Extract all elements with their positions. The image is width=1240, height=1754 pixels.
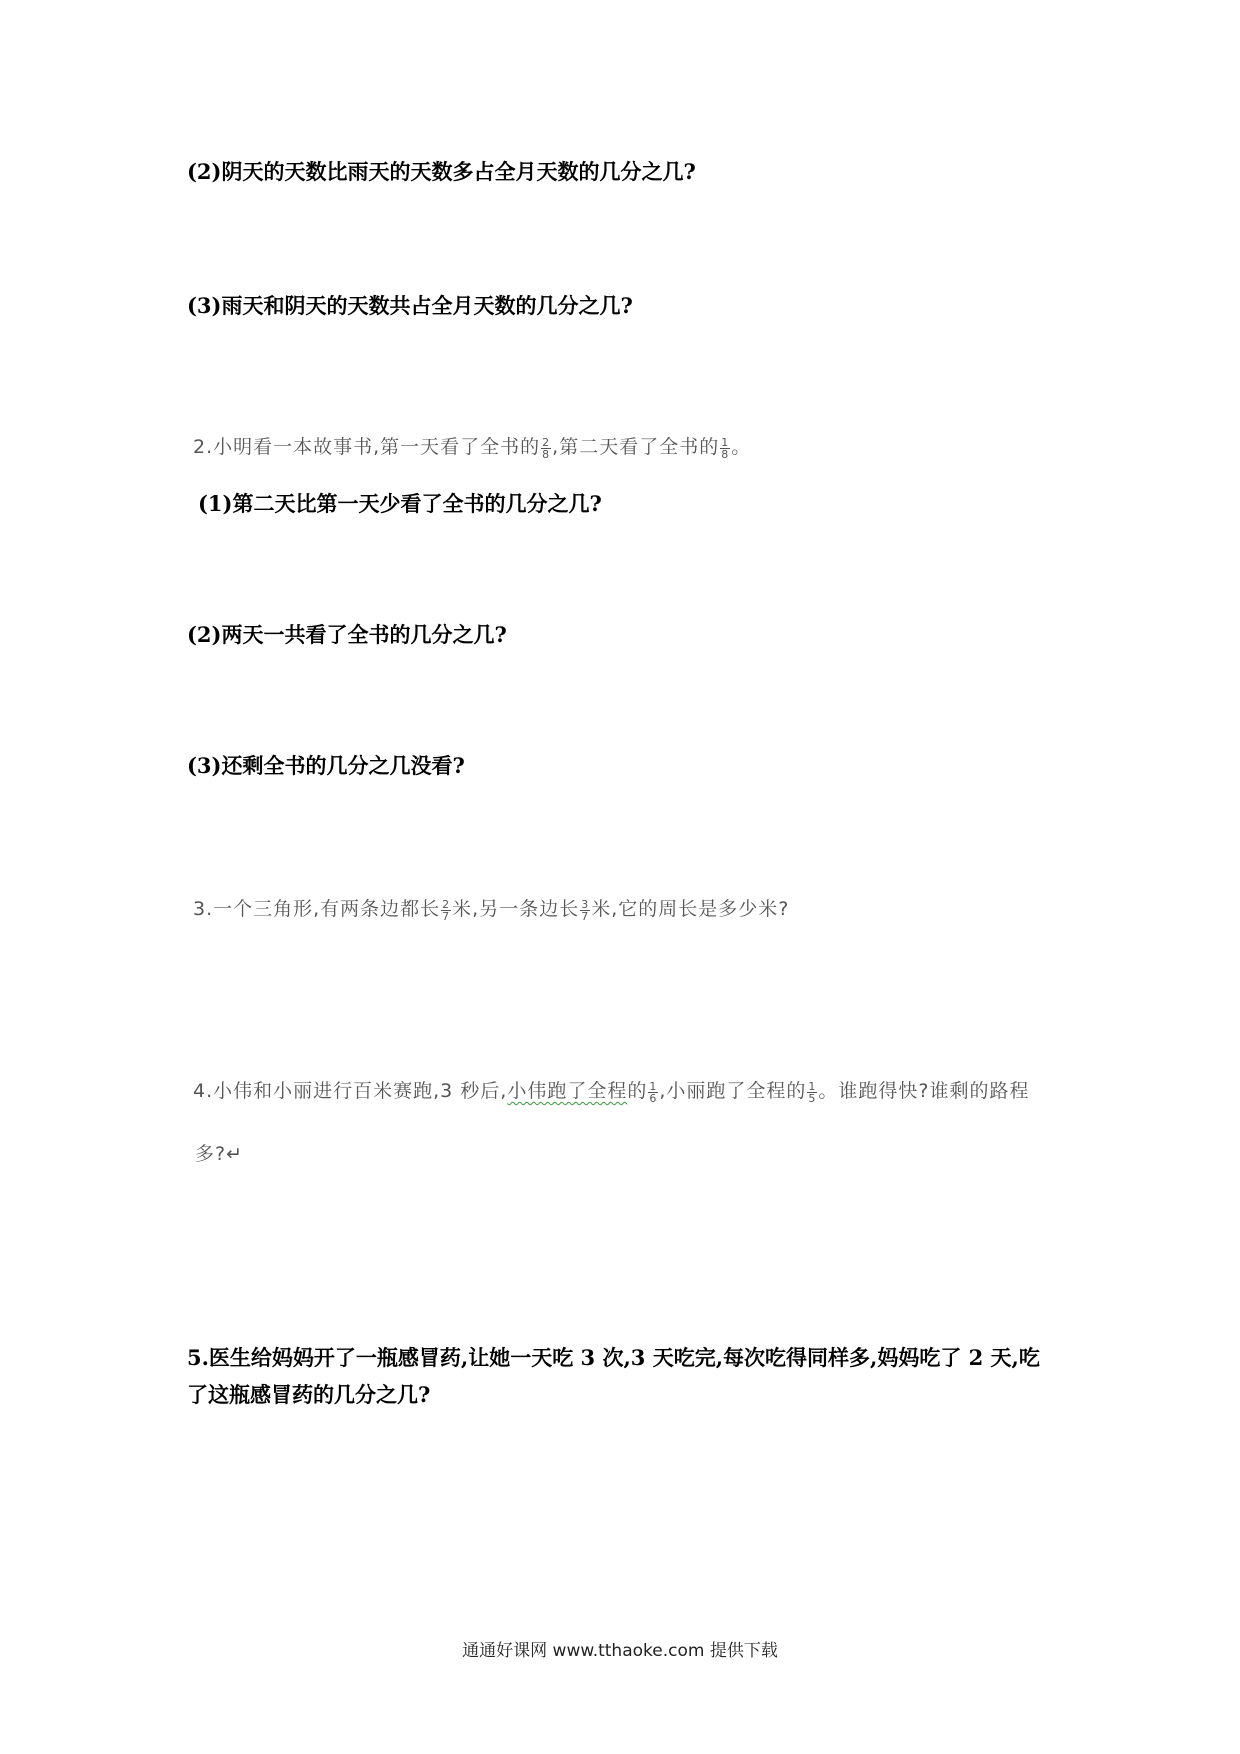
q2-part2: (2)两天一共看了全书的几分之几?	[187, 622, 507, 647]
q3-stem-text-c: 米,它的周长是多少米?	[591, 898, 790, 920]
q2-fraction-2-denominator: 8	[721, 448, 730, 461]
q4-stem-text-d: 。谁跑得快?谁剩的路程	[818, 1080, 1030, 1102]
q4-stem-text-b: 的	[627, 1080, 648, 1102]
q3-stem-text-a: 3.一个三角形,有两条边都长	[193, 898, 441, 920]
q3-fraction-2-denominator: 7	[581, 910, 590, 923]
q2-part3: (3)还剩全书的几分之几没看?	[187, 753, 465, 778]
q5-line1: 5.医生给妈妈开了一瓶感冒药,让她一天吃 3 次,3 天吃完,每次吃得同样多,妈妈吃了 2 天,吃	[187, 1345, 1040, 1370]
q2-stem-text-a: 2.小明看一本故事书,第一天看了全书的	[193, 436, 541, 458]
q4-fraction-2-numerator: 1	[808, 1080, 817, 1093]
q2-part1: (1)第二天比第一天少看了全书的几分之几?	[198, 491, 602, 516]
q2-fraction-2	[720, 437, 730, 460]
q4-stem-line2: 多?↵	[195, 1143, 244, 1165]
q2-fraction-2-numerator: 1	[721, 436, 730, 449]
q4-fraction-2	[807, 1081, 817, 1104]
q4-fraction-1-denominator: 6	[649, 1092, 658, 1105]
q4-stem-text-c: ,小丽跑了全程的	[659, 1080, 807, 1102]
q3-stem-text-b: 米,另一条边长	[452, 898, 580, 920]
q4-stem-text-a: 4.小伟和小丽进行百米赛跑,3 秒后,	[193, 1080, 508, 1102]
q3-fraction-1	[441, 899, 451, 922]
q2-fraction-1-numerator: 2	[542, 436, 551, 449]
q2-stem-text-b: ,第二天看了全书的	[552, 436, 720, 458]
q4-stem	[193, 1076, 1030, 1103]
q3-fraction-1-denominator: 7	[442, 910, 451, 923]
q5-line2: 了这瓶感冒药的几分之几?	[187, 1382, 431, 1407]
q2-stem	[193, 432, 751, 459]
q4-fraction-1-numerator: 1	[649, 1080, 658, 1093]
q4-fraction-1	[648, 1081, 658, 1104]
q4-grammar-squiggle: 小伟跑了全程	[507, 1080, 628, 1102]
q2-fraction-1-denominator: 8	[542, 448, 551, 461]
q4-fraction-2-denominator: 5	[808, 1092, 817, 1105]
q3-fraction-2-numerator: 3	[581, 898, 590, 911]
footer-credit: 通通好课网 www.tthaoke.com 提供下载	[462, 1641, 778, 1661]
q2-fraction-1	[541, 437, 551, 460]
q3-fraction-1-numerator: 2	[442, 898, 451, 911]
q3-fraction-2	[580, 899, 590, 922]
q3-stem	[193, 894, 789, 921]
q1-part3: (3)雨天和阴天的天数共占全月天数的几分之几?	[187, 293, 633, 318]
q1-part2: (2)阴天的天数比雨天的天数多占全月天数的几分之几?	[187, 159, 696, 184]
q2-stem-text-c: 。	[731, 436, 752, 458]
